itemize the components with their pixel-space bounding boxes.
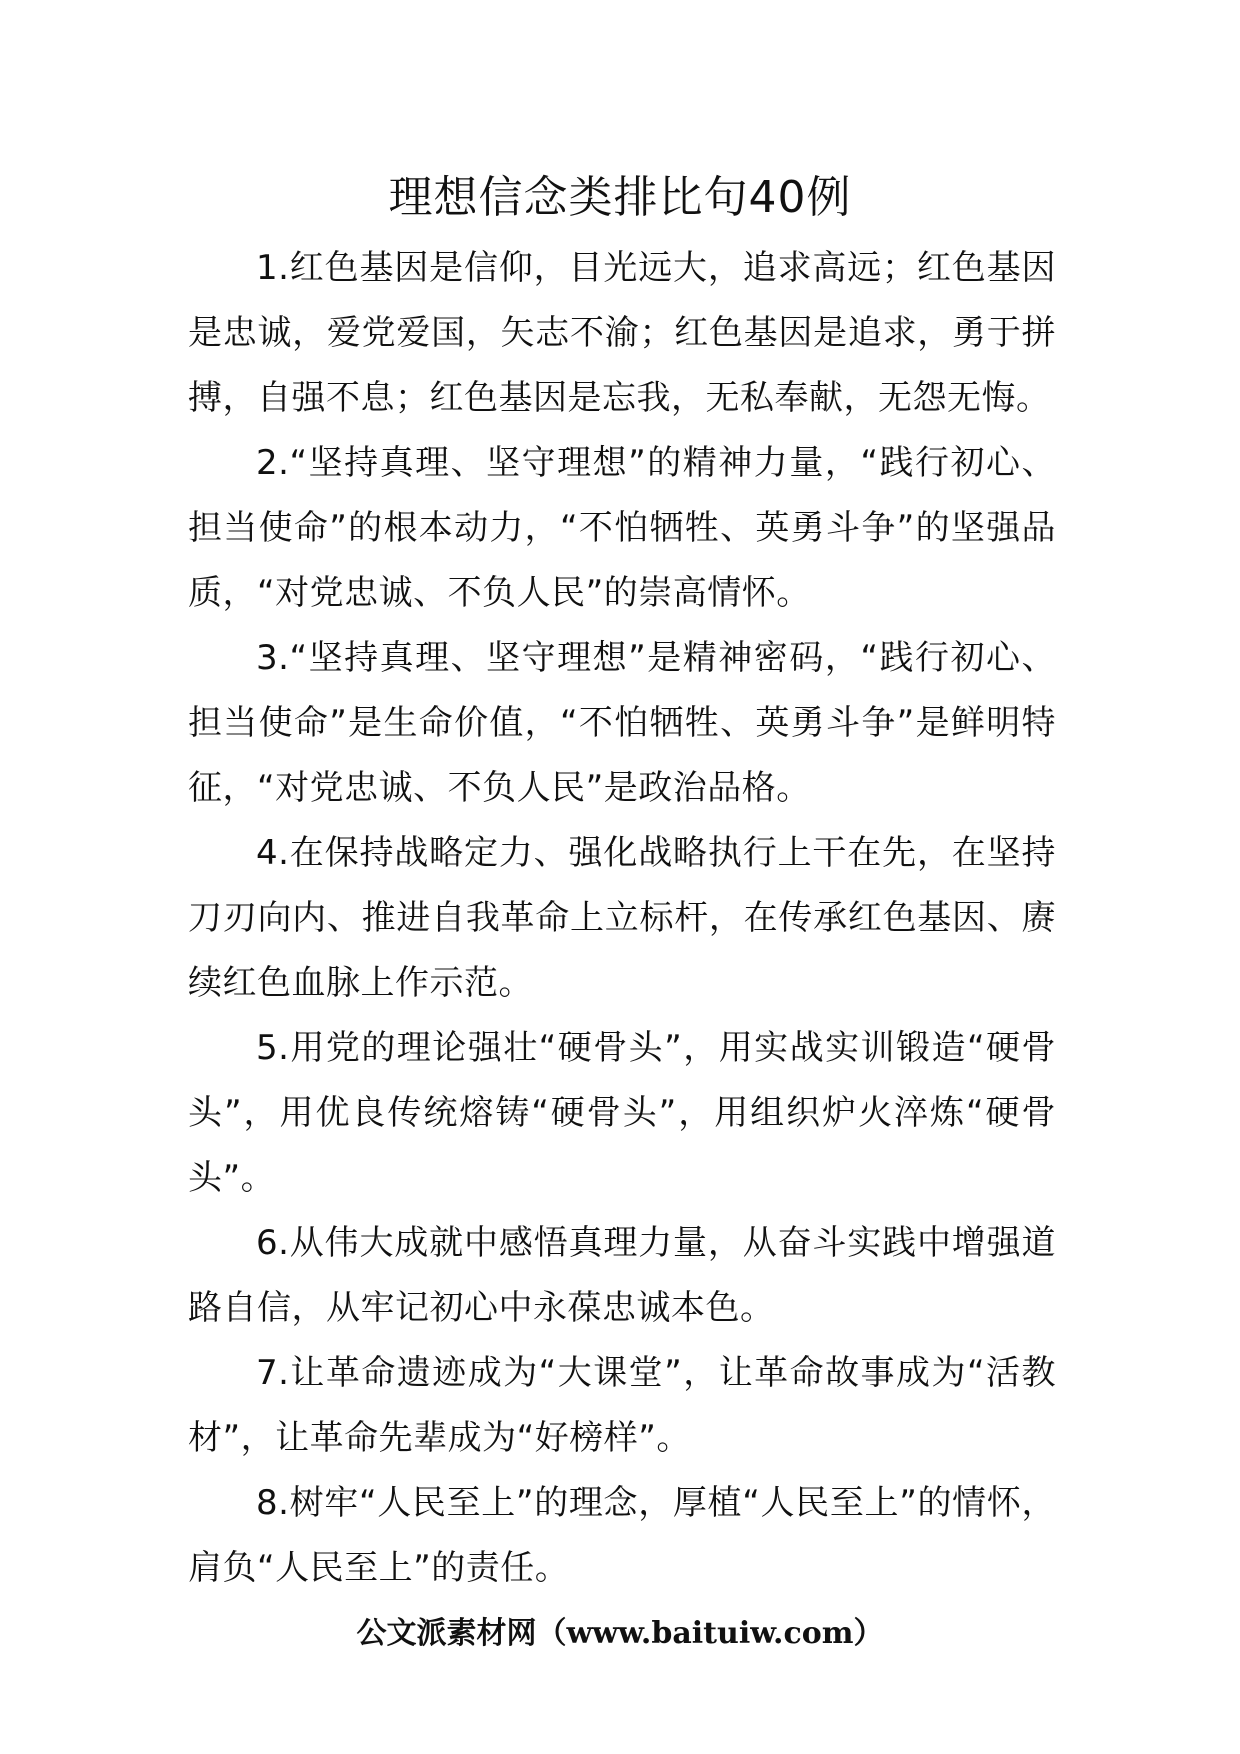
paragraph-4: 4.在保持战略定力、强化战略执行上干在先，在坚持刀刃向内、推进自我革命上立标杆，在传承红色基因、赓续红色血脉上作示范。 [188,833,1056,1003]
paragraph-8: 8.树牢“人民至上”的理念，厚植“人民至上”的情怀，肩负“人民至上”的责任。 [188,1483,1056,1588]
paragraph-2: 2.“坚持真理、坚守理想”的精神力量，“践行初心、担当使命”的根本动力，“不怕牺牲、英勇斗争”的坚强品质，“对党忠诚、不负人民”的崇高情怀。 [188,443,1056,613]
document-title: 理想信念类排比句40例 [388,172,852,223]
paragraph-5: 5.用党的理论强壮“硬骨头”，用实战实训锻造“硬骨头”，用优良传统熔铸“硬骨头”，用组织炉火淬炼“硬骨头”。 [188,1028,1056,1198]
paragraph-3: 3.“坚持真理、坚守理想”是精神密码，“践行初心、担当使命”是生命价值，“不怕牺牲、英勇斗争”是鲜明特征，“对党忠诚、不负人民”是政治品格。 [188,638,1056,808]
document-body [188,236,1056,1601]
paragraph-6: 6.从伟大成就中感悟真理力量，从奋斗实践中增强道路自信，从牢记初心中永葆忠诚本色。 [188,1223,1056,1328]
paragraph-7: 7.让革命遗迹成为“大课堂”，让革命故事成为“活教材”，让革命先辈成为“好榜样”。 [188,1353,1056,1458]
footer-source: 公文派素材网（www.baituiw.com） [356,1616,884,1651]
paragraph-1: 1.红色基因是信仰，目光远大，追求高远；红色基因是忠诚，爱党爱国，矢志不渝；红色基因是追求，勇于拼搏，自强不息；红色基因是忘我，无私奉献，无怨无悔。 [188,248,1056,418]
